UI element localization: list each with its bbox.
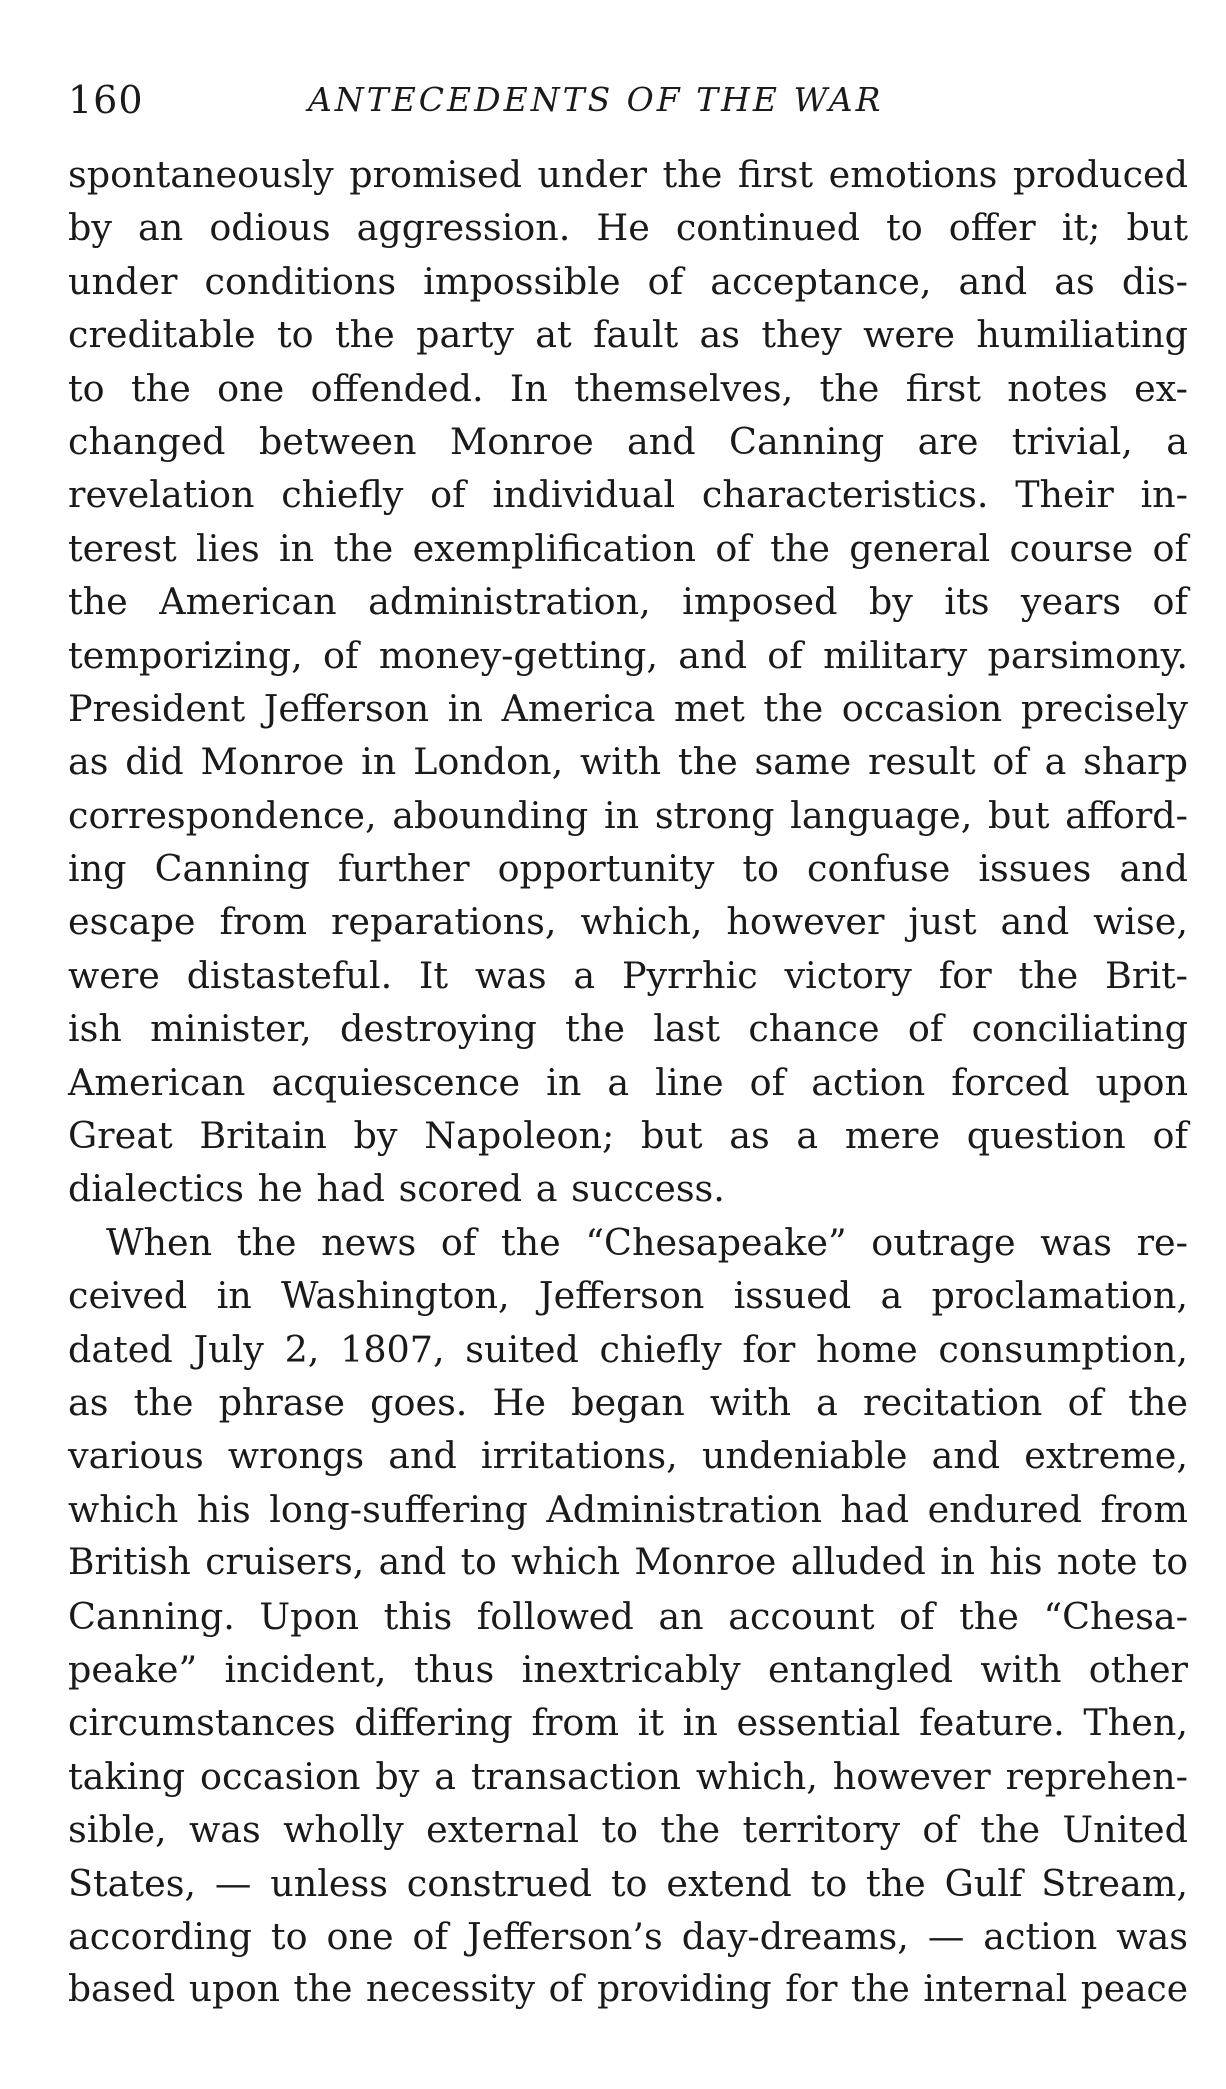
text-line: various wrongs and irritations, undeniable and extreme, — [68, 1434, 1188, 1478]
text-line: dialectics he had scored a success. — [68, 1167, 725, 1211]
page-number: 160 — [68, 78, 144, 122]
running-head — [68, 78, 1188, 130]
text-line: terest lies in the exemplification of the general course of — [68, 526, 1188, 570]
text-line: British cruisers, and to which Monroe alluded in his note to — [68, 1542, 1188, 1584]
text-line: according to one of Jefferson’s day-dreams, — action was — [68, 1914, 1188, 1958]
text-line: which his long-suffering Administration had endured from — [68, 1487, 1188, 1531]
text-line: the American administration, imposed by its years of — [68, 580, 1188, 624]
book-page — [68, 78, 1188, 2017]
text-line: When the news of the “Chesapeake” outrage was re- — [106, 1220, 1188, 1264]
text-line: taking occasion by a transaction which, however reprehen- — [68, 1754, 1188, 1798]
text-line: American acquiescence in a line of action forced upon — [68, 1060, 1188, 1104]
text-line: were distasteful. It was a Pyrrhic victory for the Brit- — [68, 953, 1188, 997]
text-line: circumstances differing from it in essential feature. Then, — [68, 1701, 1188, 1745]
text-line: peake” incident, thus inextricably entangled with other — [68, 1647, 1188, 1691]
text-line: sible, was wholly external to the territory of the United — [68, 1808, 1188, 1852]
text-line: changed between Monroe and Canning are trivial, a — [68, 419, 1188, 463]
text-line: Canning. Upon this followed an account of the “Chesa- — [68, 1594, 1188, 1638]
text-line: creditable to the party at fault as they were humiliating — [68, 313, 1188, 357]
text-line: President Jefferson in America met the occasion precisely — [68, 686, 1188, 730]
running-title: ANTECEDENTS OF THE WAR — [308, 80, 884, 119]
paragraph-2 — [68, 1216, 1188, 2017]
text-line: escape from reparations, which, however just and wise, — [68, 900, 1188, 944]
paragraph-1 — [68, 148, 1188, 1216]
text-line: revelation chiefly of individual characteristics. Their in- — [68, 473, 1188, 517]
text-line: ceived in Washington, Jefferson issued a proclamation, — [68, 1274, 1188, 1318]
text-line: Great Britain by Napoleon; but as a mere question of — [68, 1114, 1188, 1158]
text-line: ish minister, destroying the last chance of conciliating — [68, 1007, 1188, 1051]
text-line: by an odious aggression. He continued to offer it; but — [68, 206, 1188, 250]
text-line: dated July 2, 1807, suited chiefly for home consumption, — [68, 1327, 1188, 1371]
text-line: ing Canning further opportunity to confuse issues and — [68, 847, 1188, 891]
text-line: as did Monroe in London, with the same result of a sharp — [68, 740, 1188, 784]
text-line: spontaneously promised under the first emotions produced — [68, 153, 1188, 196]
text-line: States, — unless construed to extend to the Gulf Stream, — [68, 1861, 1188, 1905]
text-line: temporizing, of money-getting, and of military parsimony. — [68, 633, 1188, 677]
text-line: as the phrase goes. He began with a recitation of the — [68, 1380, 1188, 1424]
text-line: correspondence, abounding in strong language, but afford- — [68, 793, 1188, 837]
text-line: to the one offended. In themselves, the first notes ex- — [68, 366, 1188, 410]
text-line: based upon the necessity of providing for the internal peace — [68, 1969, 1188, 2011]
text-line: under conditions impossible of acceptance, and as dis- — [68, 259, 1188, 303]
